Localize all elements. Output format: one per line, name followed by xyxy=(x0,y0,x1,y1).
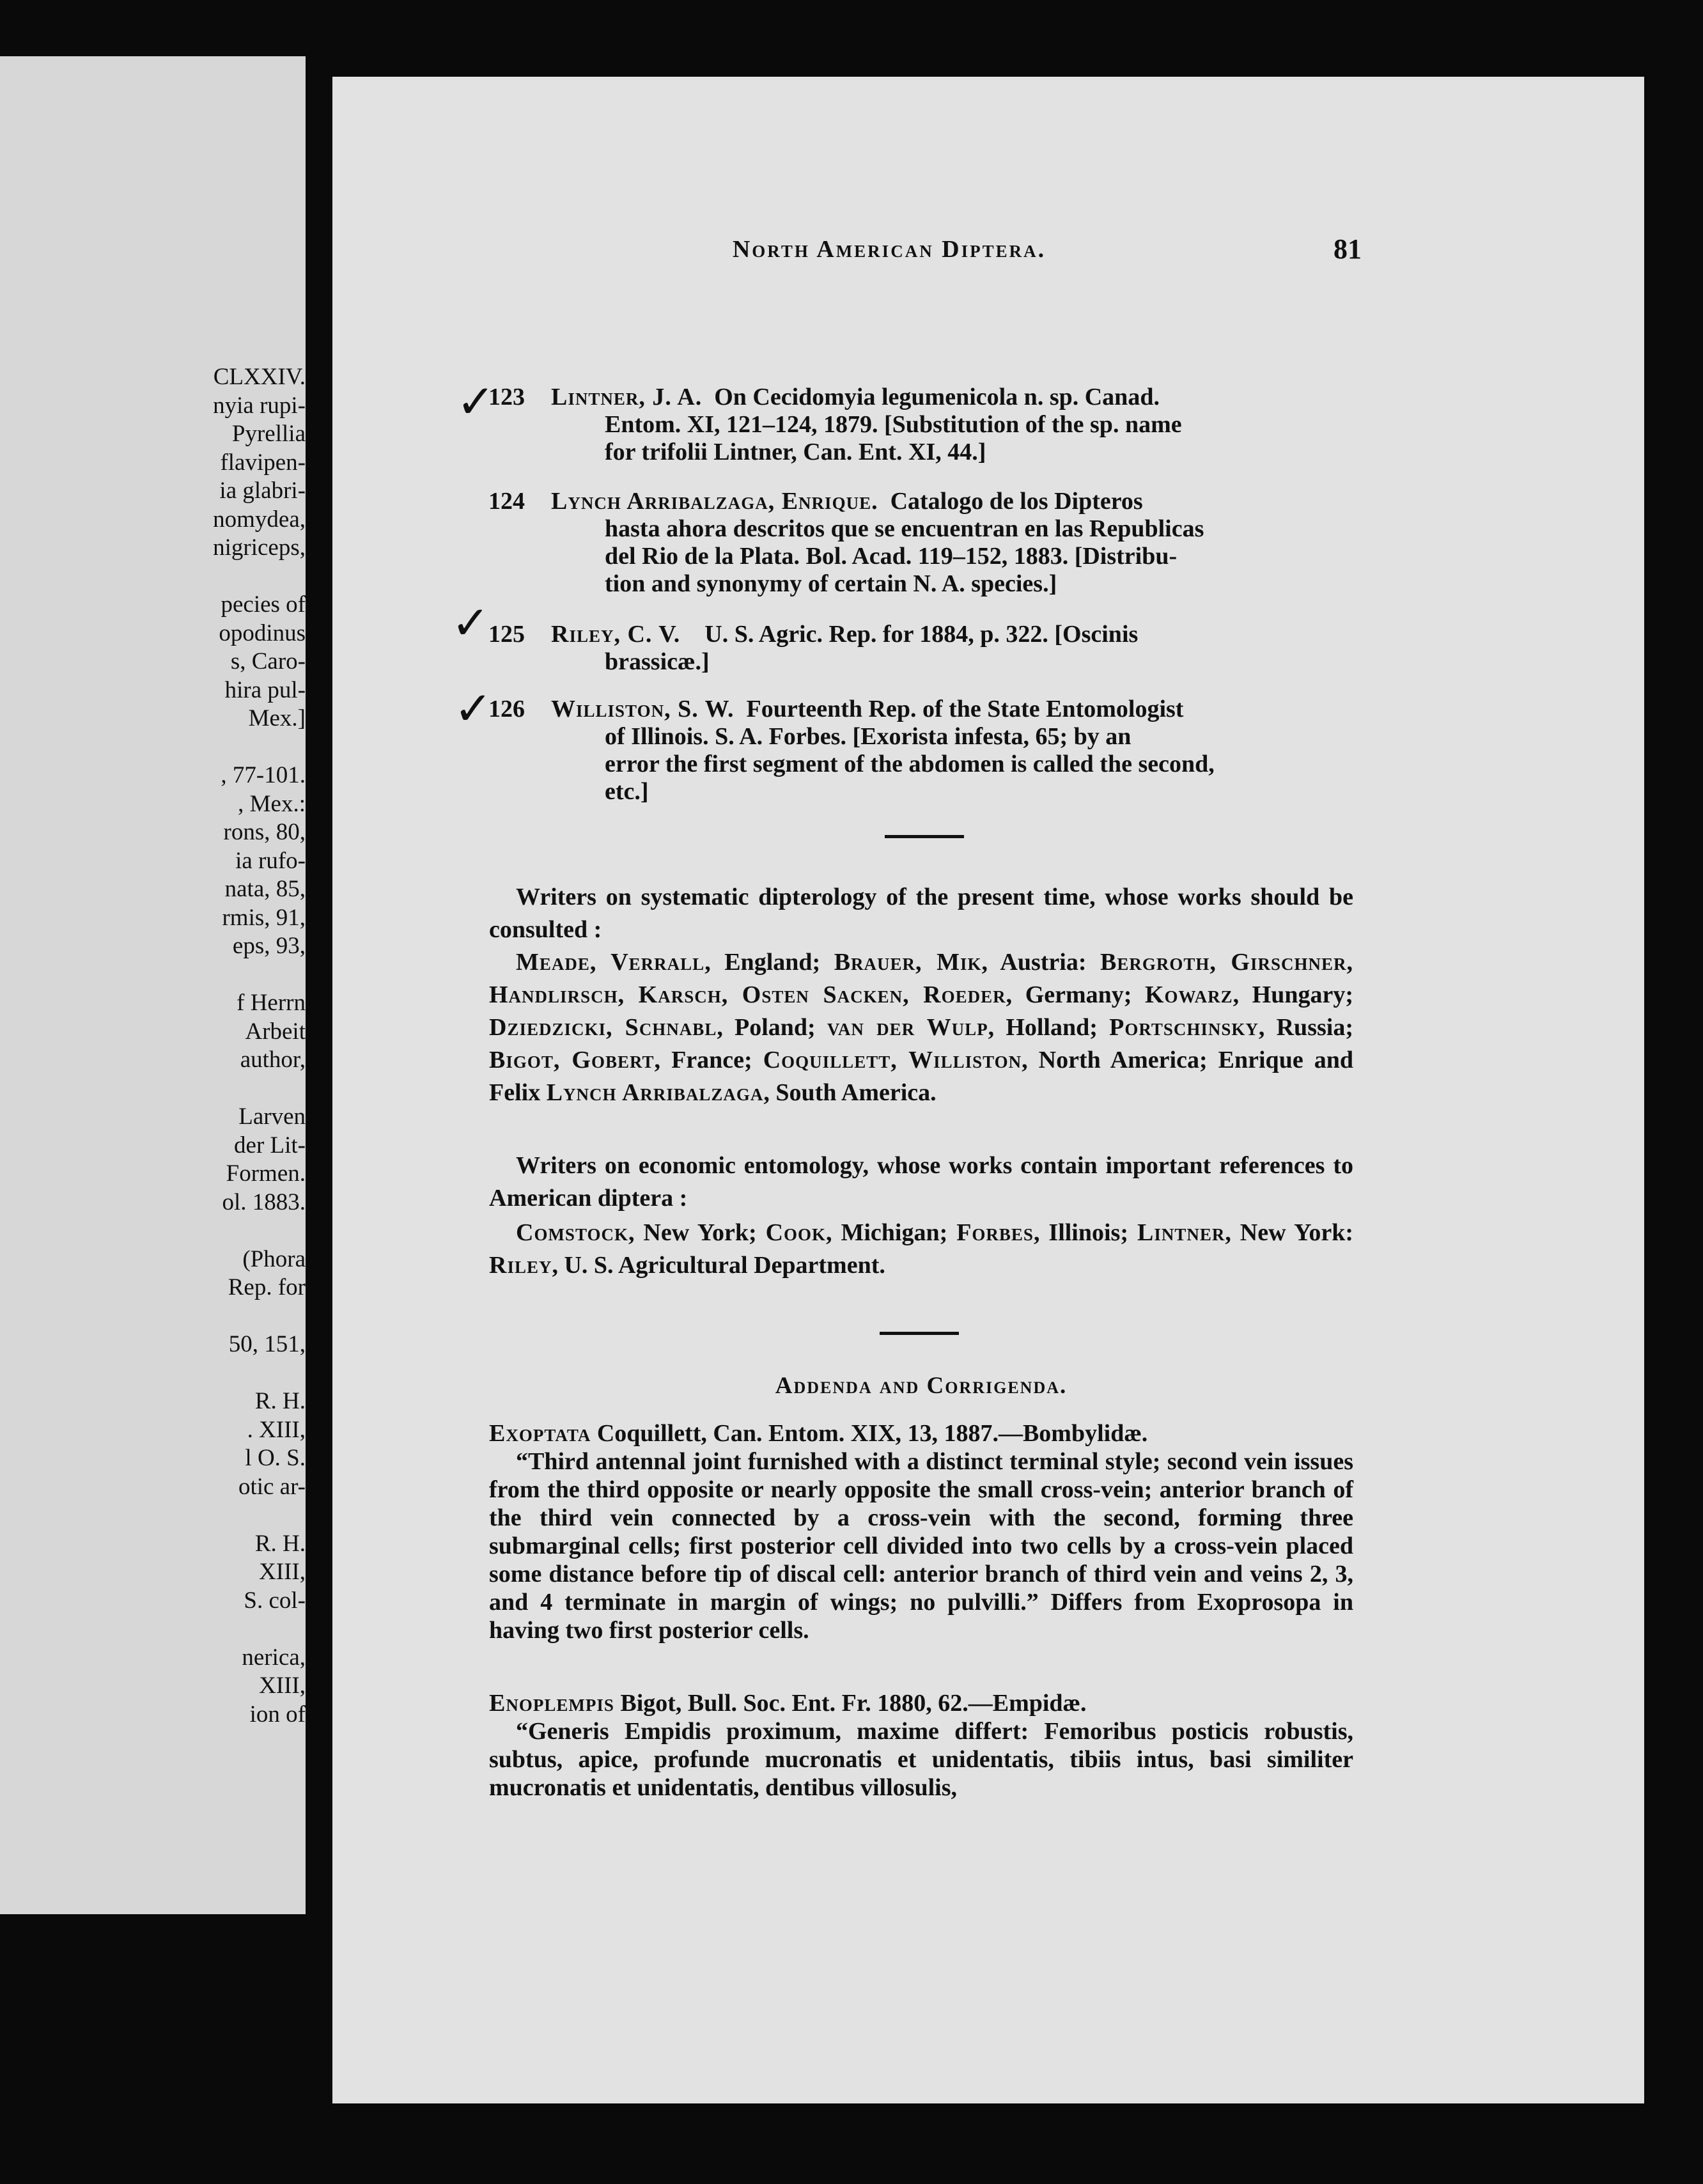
genus-reference: Bigot, Bull. Soc. Ent. Fr. 1880, 62.—Empidæ. xyxy=(614,1690,1087,1717)
adjacent-page-line: S. col- xyxy=(244,1587,306,1614)
entry-number: 125 xyxy=(488,621,525,648)
author-names: van der Wulp xyxy=(827,1014,988,1041)
country-text: , South America. xyxy=(763,1079,937,1106)
section-divider xyxy=(880,1332,959,1335)
country-text: , England; xyxy=(704,949,834,976)
intro-text: Writers on economic entomology, whose works contain important references to American diptera : xyxy=(489,1152,1353,1212)
author-names: Lintner xyxy=(1137,1219,1225,1246)
author-names: Cook xyxy=(765,1219,827,1246)
genus-description: “Generis Empidis proximum, maxime differt: Femoribus posticis robustis, subtus, apice, profunde mucronatis et unidentatis, tibiis intus, basi similiter mucronatis et unidentatis, dentibus villosulis, xyxy=(489,1718,1353,1801)
author-names: Portschinsky xyxy=(1109,1014,1259,1041)
adjacent-page-line: Mex.] xyxy=(248,705,306,731)
addenda-entry-enoplempis xyxy=(489,1689,1353,1802)
adjacent-page-line: R. H. xyxy=(254,1388,306,1414)
writers-systematic-list xyxy=(489,946,1353,1109)
adjacent-page-line: f Herrn xyxy=(237,990,306,1016)
entry-line: hasta ahora descritos que se encuentran en las Republicas xyxy=(605,515,1204,542)
adjacent-page-line: XIII, xyxy=(259,1559,306,1585)
addenda-entry-exoptata xyxy=(489,1419,1353,1644)
adjacent-page-line: (Phora xyxy=(242,1245,306,1272)
entry-number: 126 xyxy=(488,696,525,722)
section-divider xyxy=(885,835,964,838)
adjacent-page-line: l O. S. xyxy=(245,1445,306,1471)
entry-text: U. S. Agric. Rep. for 1884, p. 322. [Oscinis xyxy=(704,621,1139,648)
entry-line: error the first segment of the abdomen is called the second, xyxy=(605,751,1215,777)
country-text: , Germany; xyxy=(1006,981,1145,1008)
running-title: North American Diptera. xyxy=(732,236,1046,263)
author-names: Coquillett, Williston xyxy=(763,1047,1022,1073)
entry-line: brassicæ.] xyxy=(605,648,710,675)
location-text: , U. S. Agricultural Department. xyxy=(552,1252,885,1279)
entry-line: of Illinois. S. A. Forbes. [Exorista infesta, 65; by an xyxy=(605,723,1131,750)
location-text: , Michigan; xyxy=(826,1219,957,1246)
adjacent-page-line: flavipen- xyxy=(220,449,306,476)
adjacent-page-line: der Lit- xyxy=(234,1132,306,1158)
adjacent-page-fragment xyxy=(0,56,306,1914)
author-names: Kowarz xyxy=(1145,981,1233,1008)
entry-number: 123 xyxy=(488,384,525,410)
entry-line: Entom. XI, 121–124, 1879. [Substitution of the sp. name xyxy=(605,411,1182,438)
entry-author: Lintner, J. A. xyxy=(551,384,703,410)
adjacent-page-line: opodinus xyxy=(219,620,306,646)
adjacent-page-line: otic ar- xyxy=(238,1473,306,1500)
adjacent-page-line: pecies of xyxy=(221,591,306,618)
adjacent-page-line: ol. 1883. xyxy=(222,1189,306,1215)
adjacent-page-line: . XIII, xyxy=(247,1416,306,1443)
adjacent-page-line: , 77-101. xyxy=(221,762,306,788)
entry-author: Williston, S. W. xyxy=(551,696,735,722)
author-names: Dziedzicki, Schnabl xyxy=(489,1014,717,1041)
author-names: Bergroth, Girschner, Handlirsch, Karsch, Osten Sacken, Roeder xyxy=(489,949,1353,1008)
genus-reference: Coquillett, Can. Entom. XIX, 13, 1887.—Bombylidæ. xyxy=(591,1420,1148,1447)
genus-name: Exoptata xyxy=(489,1420,591,1447)
adjacent-page-line: nerica, xyxy=(242,1644,306,1671)
country-text: , France; xyxy=(654,1047,763,1073)
bibliography-entry xyxy=(488,621,1357,676)
adjacent-page-line: XIII, xyxy=(259,1673,306,1699)
page-number: 81 xyxy=(1334,233,1362,265)
adjacent-page-line: rons, 80, xyxy=(223,819,306,845)
entry-line: for trifolii Lintner, Can. Ent. XI, 44.] xyxy=(605,439,986,465)
checkmark-icon: ✓ xyxy=(451,596,490,650)
author-names: Lynch Arribalzaga xyxy=(546,1079,764,1106)
entry-text: Fourteenth Rep. of the State Entomologist xyxy=(746,696,1184,722)
bibliography-entry xyxy=(488,488,1357,598)
entry-author: Riley, C. V. xyxy=(551,621,681,648)
bibliography-entry xyxy=(488,384,1357,466)
adjacent-page-line: ion of xyxy=(249,1701,306,1728)
country-text: , Poland; xyxy=(717,1014,827,1041)
writers-systematic-intro xyxy=(489,881,1353,946)
author-names: Brauer, Mik xyxy=(834,949,982,976)
entry-text: Catalogo de los Dipteros xyxy=(890,488,1143,515)
author-names: Bigot, Gobert xyxy=(489,1047,655,1073)
adjacent-page-line: , Mex.: xyxy=(238,790,306,817)
adjacent-page-line: author, xyxy=(240,1047,306,1073)
adjacent-page-line: CLXXIV. xyxy=(213,364,306,390)
adjacent-page-line: eps, 93, xyxy=(232,933,306,959)
location-text: , New York; xyxy=(628,1219,766,1246)
adjacent-page-line: Formen. xyxy=(226,1160,306,1187)
entry-author: Lynch Arribalzaga, Enrique. xyxy=(551,488,878,515)
location-text: , New York: xyxy=(1225,1219,1353,1246)
country-text: , Hungary; xyxy=(1233,981,1353,1008)
adjacent-page-line: nata, 85, xyxy=(224,876,306,902)
adjacent-page-line: hira pul- xyxy=(224,676,306,703)
country-text: , Holland; xyxy=(988,1014,1110,1041)
entry-text: On Cecidomyia legumenicola n. sp. Canad. xyxy=(714,384,1160,410)
entry-line: tion and synonymy of certain N. A. species.] xyxy=(605,570,1057,597)
author-names: Comstock xyxy=(516,1219,628,1246)
entry-line: del Rio de la Plata. Bol. Acad. 119–152, 1883. [Distribu- xyxy=(605,543,1178,570)
checkmark-icon: ✓ xyxy=(454,682,493,735)
adjacent-page-line: nomydea, xyxy=(213,506,306,533)
running-head xyxy=(417,235,1362,276)
author-names: Meade, Verrall xyxy=(516,949,705,976)
addenda-heading: Addenda and Corrigenda. xyxy=(775,1373,1068,1399)
author-names: Riley xyxy=(489,1252,552,1279)
intro-text: Writers on systematic dipterology of the present time, whose works should be consulted : xyxy=(489,884,1353,943)
country-text: , Russia; xyxy=(1258,1014,1353,1041)
book-gutter xyxy=(306,56,331,1914)
entry-number: 124 xyxy=(488,488,525,515)
adjacent-page-line: Rep. for xyxy=(228,1274,306,1300)
writers-economic-intro xyxy=(489,1150,1353,1215)
adjacent-page-line: R. H. xyxy=(254,1530,306,1557)
genus-description: “Third antennal joint furnished with a distinct terminal style; second vein issues from the third opposite or nearly opposite the small cross-vein; anterior branch of the third vein connected by a cross-vein with the second, forming three submarginal cells; first posterior cell divided into two cells by a cross-vein placed some distance before tip of discal cell: anterior branch of third vein and veins 2, 3, and 4 terminate in margin of wings; no pulvilli.” Differs from Exoprosopa in having two first posterior cells. xyxy=(489,1448,1353,1644)
adjacent-page-line: 50, 151, xyxy=(228,1331,306,1357)
adjacent-page-line: Larven xyxy=(238,1104,306,1130)
adjacent-page-line: nigriceps, xyxy=(213,534,306,561)
adjacent-page-line: Arbeit xyxy=(245,1018,306,1045)
adjacent-page-line: rmis, 91, xyxy=(222,904,306,931)
adjacent-page-line: ia rufo- xyxy=(235,847,306,874)
writers-economic-list xyxy=(489,1217,1353,1282)
adjacent-page-line: s, Caro- xyxy=(230,648,306,675)
author-names: Forbes xyxy=(956,1219,1034,1246)
bibliography-entry xyxy=(488,696,1357,806)
location-text: , Illinois; xyxy=(1033,1219,1137,1246)
adjacent-page-line: Pyrellia xyxy=(231,421,306,447)
country-text: , North America; Enrique and Felix xyxy=(489,1047,1353,1106)
adjacent-page-line: ia glabri- xyxy=(219,478,306,504)
checkmark-icon: ✓ xyxy=(456,375,495,428)
genus-name: Enoplempis xyxy=(489,1690,614,1717)
entry-line: etc.] xyxy=(605,778,649,805)
adjacent-page-line: nyia rupi- xyxy=(213,392,306,419)
country-text: , Austria: xyxy=(981,949,1101,976)
